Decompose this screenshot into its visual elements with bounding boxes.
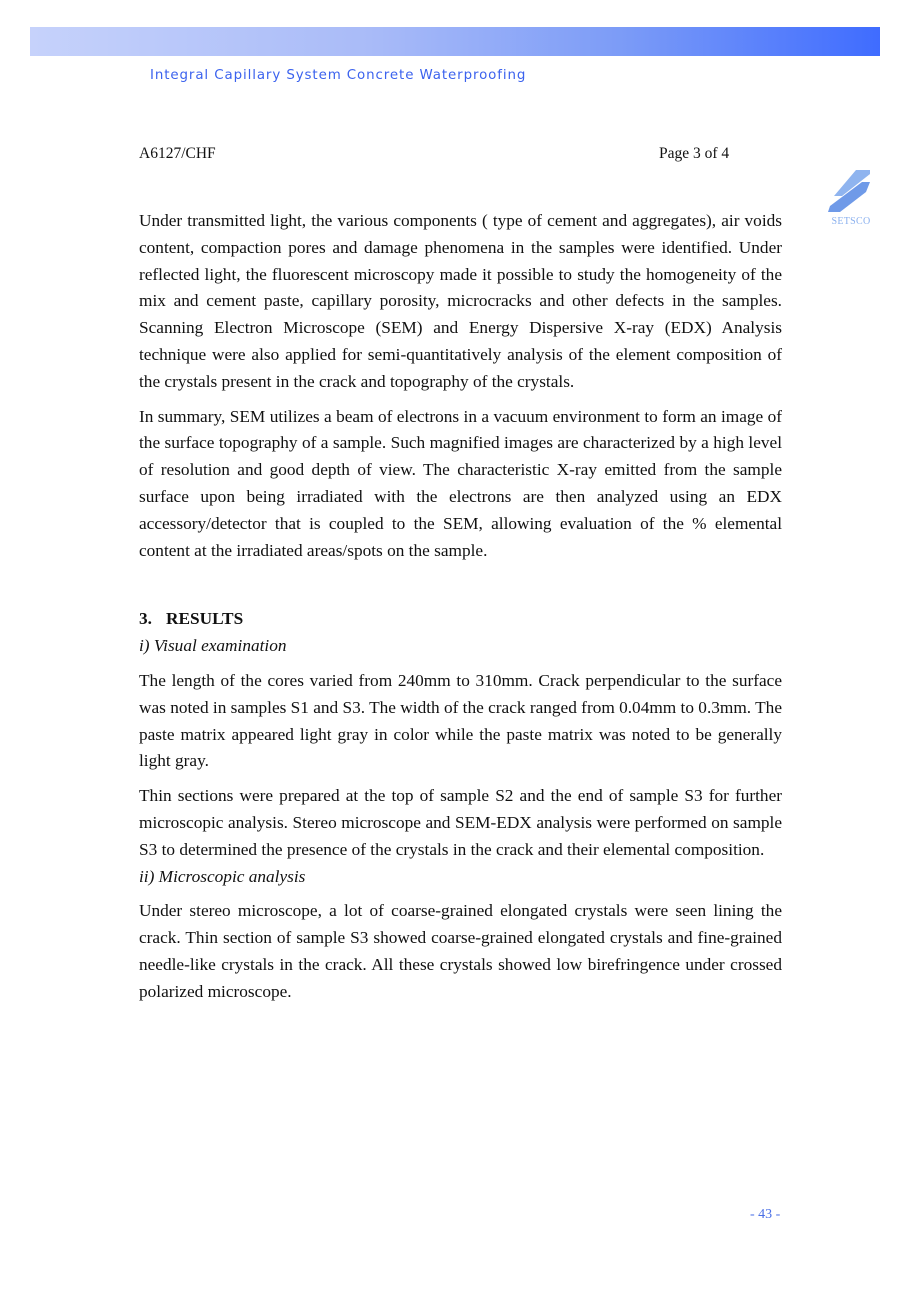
paragraph-microscopy-methods: Under transmitted light, the various components ( type of cement and aggregates), air voids content, compaction pores and damage phenomena in the samples were identified. Under reflected light, the fluorescent microscopy made it possible to study the homogeneity of the mix and cement paste, capillary porosity, microcracks and other defects in the samples. Scanning Electron Microscope (SEM) and Energy Dispersive X-ray (EDX) Analysis technique were also applied for semi-quantitatively analysis of the element composition of the crystals present in the crack and topography of the crystals.	[139, 211, 782, 391]
subheading-visual-examination: i) Visual examination	[139, 636, 287, 656]
main-content	[139, 208, 782, 1006]
paragraph-visual-examination: The length of the cores varied from 240mm to 310mm. Crack perpendicular to the surface was noted in samples S1 and S3. The width of the crack ranged from 0.04mm to 0.3mm. The paste matrix appeared light gray in color while the paste matrix was noted to be generally light gray.	[139, 670, 782, 771]
section-heading-results	[139, 606, 782, 633]
page-count: Page 3 of 4	[659, 145, 730, 162]
section-title: RESULTS	[166, 609, 244, 629]
header-band	[30, 27, 880, 56]
paragraph-sem-summary: In summary, SEM utilizes a beam of electrons in a vacuum environment to form an image of the surface topography of a sample. Such magnified images are characterized by a high level of resolution and good depth of view. The characteristic X-ray emitted from the sample surface upon being irradiated with the electrons are then analyzed using an EDX accessory/detector that is coupled to the SEM, allowing evaluation of the % elemental content at the irradiated areas/spots on the sample.	[139, 406, 782, 560]
section-number: 3.	[139, 609, 152, 629]
subheading-microscopic-analysis: ii) Microscopic analysis	[139, 866, 306, 886]
logo-text: SETSCO	[831, 216, 871, 227]
running-header-title: Integral Capillary System Concrete Waterproofing	[150, 68, 527, 83]
paragraph-thin-sections: Thin sections were prepared at the top of sample S2 and the end of sample S3 for further microscopic analysis. Stereo microscope and SEM-EDX analysis were performed on sample S3 to determined the presence of the crystals in the crack and their elemental composition.	[139, 786, 782, 859]
paragraph-microscopic-analysis: Under stereo microscope, a lot of coarse-grained elongated crystals were seen lining the crack. Thin section of sample S3 showed coarse-grained elongated crystals and fine-grained needle-like crystals in the crack. All these crystals showed low birefringence under crossed polarized microscope.	[139, 901, 782, 1001]
setsco-logo-icon	[826, 166, 876, 216]
report-reference: A6127/CHF	[139, 145, 216, 162]
page-number: - 43 -	[750, 1207, 781, 1222]
setsco-logo	[826, 166, 876, 232]
